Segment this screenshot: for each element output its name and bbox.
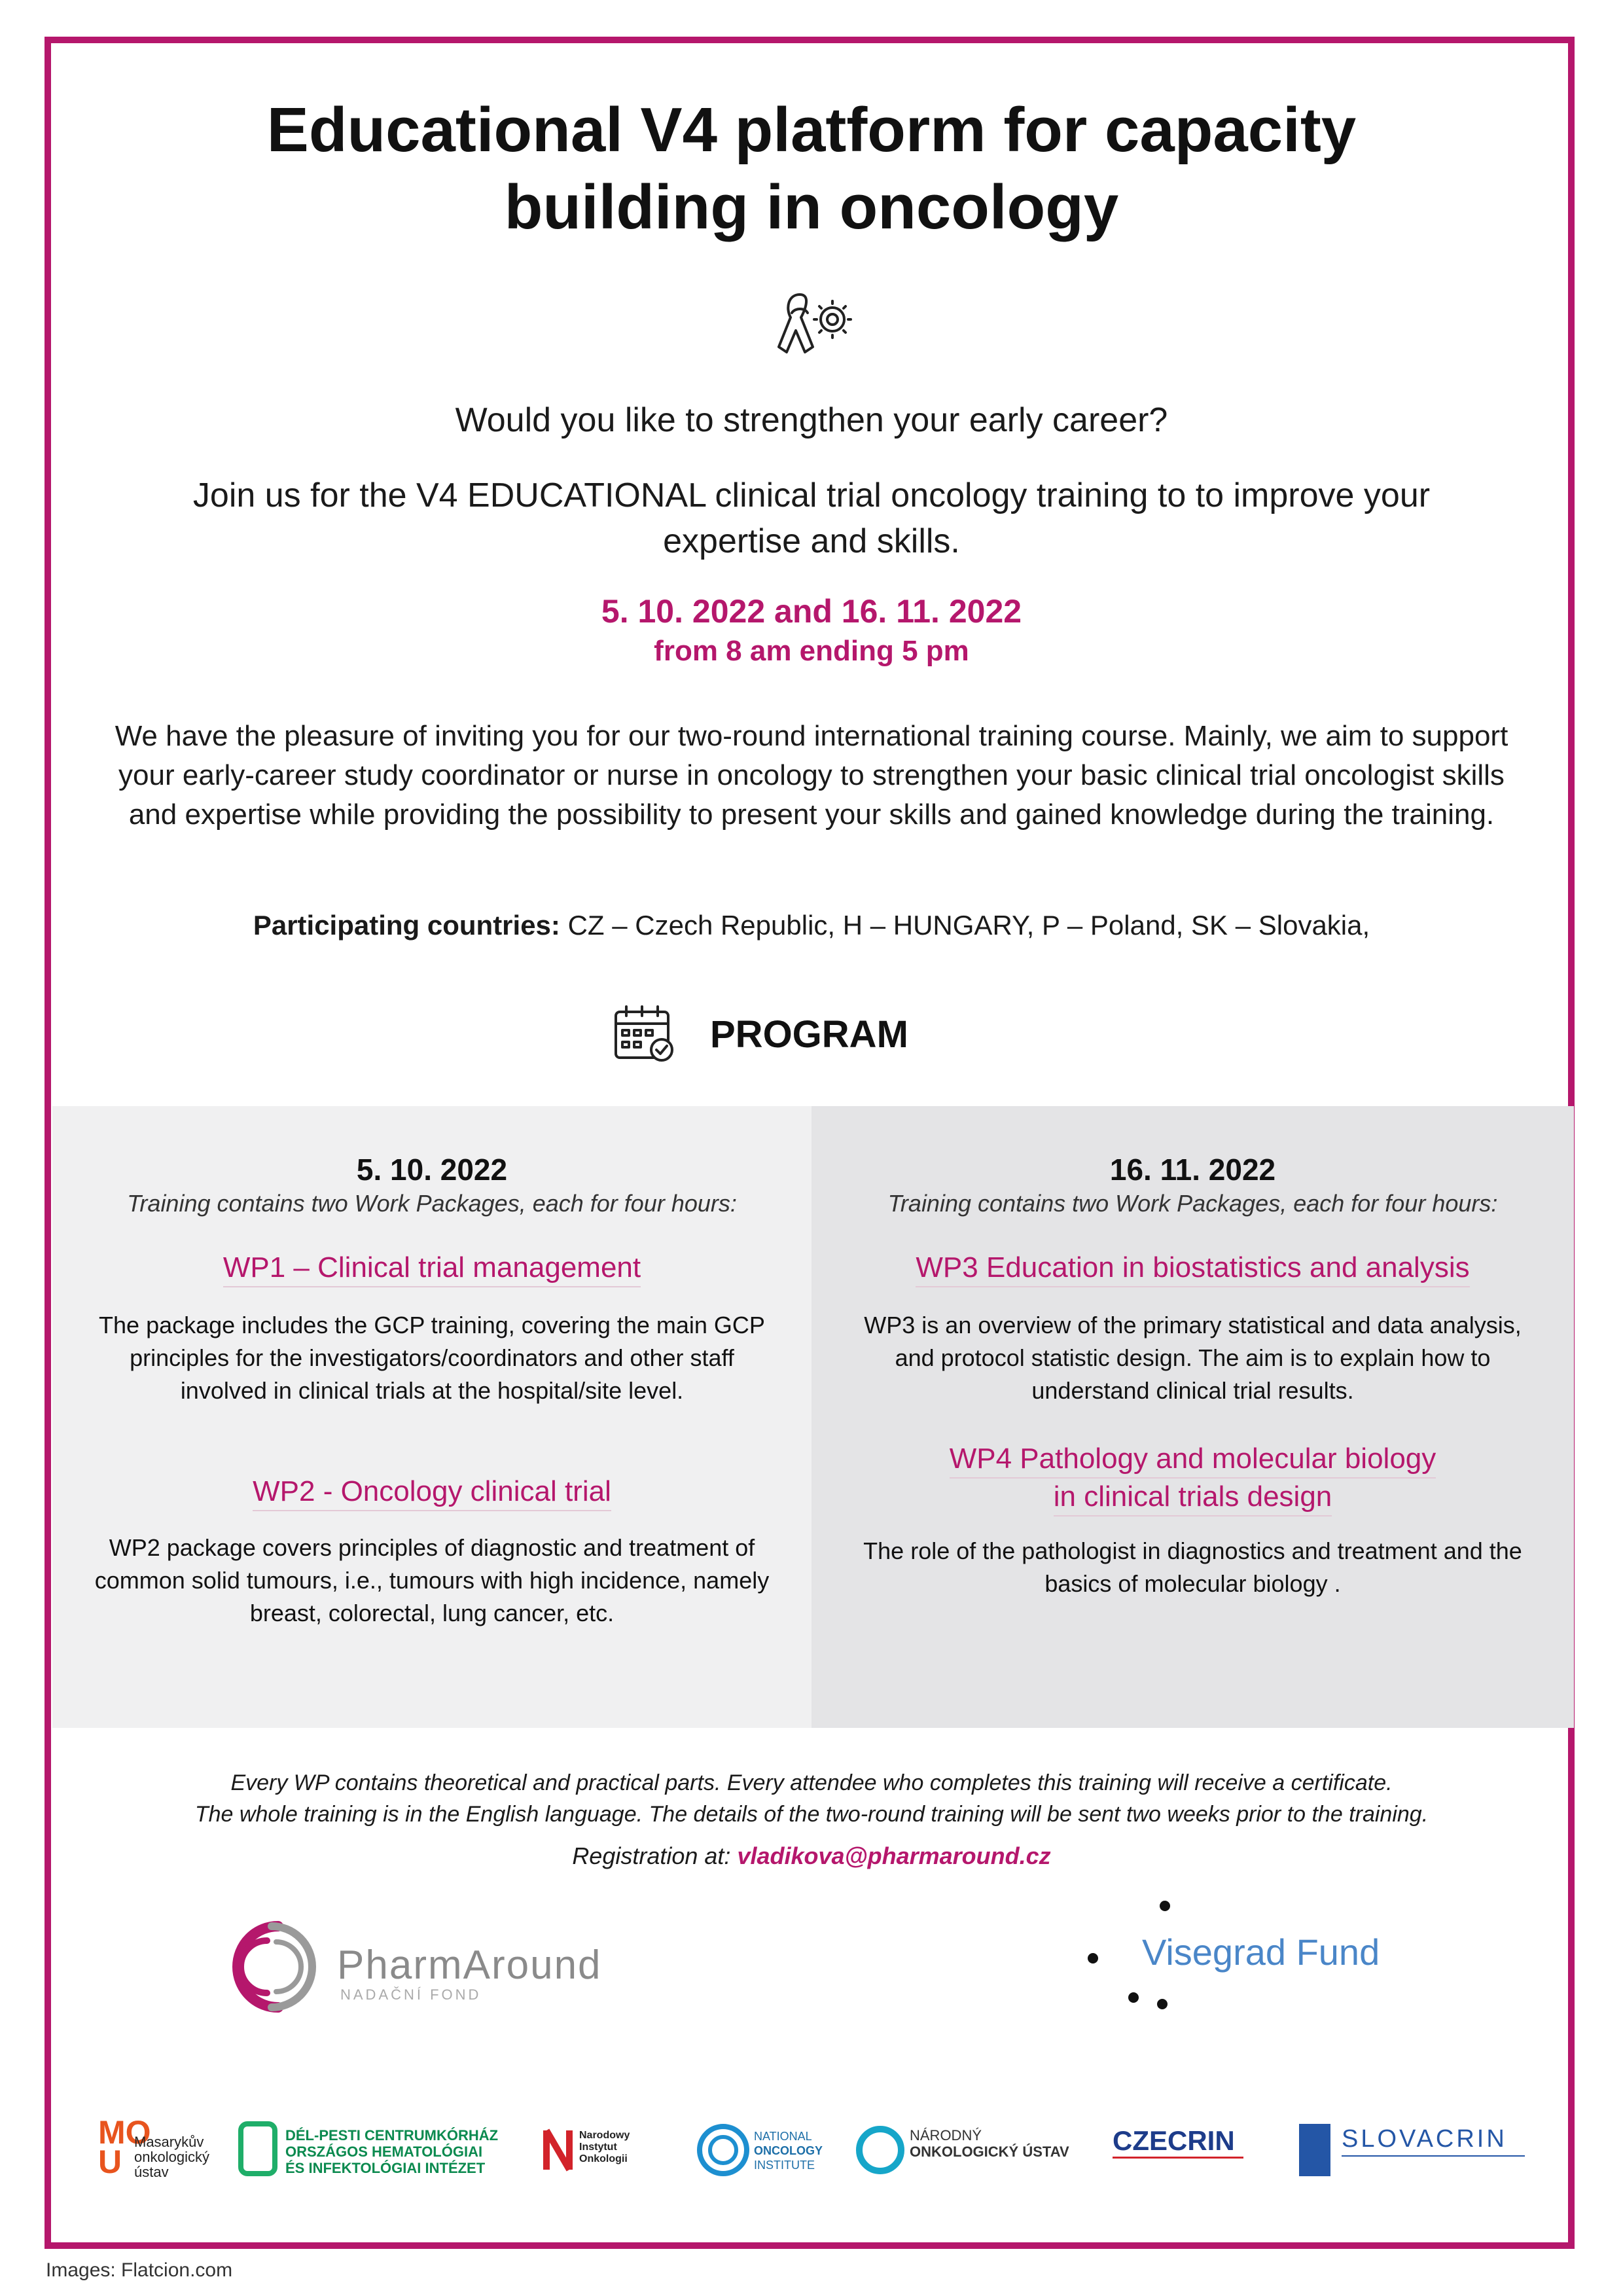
- invite-text: Join us for the V4 EDUCATIONAL clinical trial oncology training to to improve your expertise and skills.: [192, 476, 1431, 560]
- svg-text:onkologický: onkologický: [134, 2149, 209, 2165]
- wp2-description: WP2 package covers principles of diagnostic and treatment of common solid tumours, i.e., tumours with high incidence, namely breast, colorectal, lung cancer, etc.: [94, 1534, 770, 1626]
- partner-logo-czecrin: [1113, 2125, 1243, 2159]
- svg-text:DÉL-PESTI CENTRUMKÓRHÁZ: DÉL-PESTI CENTRUMKÓRHÁZ: [285, 2127, 499, 2144]
- title-line-1: Educational V4 platform for capacity: [266, 95, 1357, 165]
- svg-text:ÉS INFEKTOLÓGIAI INTÉZET: ÉS INFEKTOLÓGIAI INTÉZET: [285, 2160, 486, 2176]
- pharmaround-subtitle: NADAČNÍ FOND: [340, 1986, 482, 2003]
- svg-text:ONCOLOGY: ONCOLOGY: [754, 2144, 823, 2157]
- event-dates: 5. 10. 2022 and 16. 11. 2022: [601, 593, 1022, 630]
- question-text: Would you like to strengthen your early career?: [455, 401, 1168, 439]
- partner-logos: [0, 2111, 1623, 2189]
- svg-text:NATIONAL: NATIONAL: [754, 2130, 812, 2143]
- awareness-ribbon-icon: [759, 281, 864, 367]
- svg-text:ORSZÁGOS HEMATOLÓGIAI: ORSZÁGOS HEMATOLÓGIAI: [285, 2144, 483, 2160]
- svg-text:NÁRODNÝ: NÁRODNÝ: [910, 2127, 982, 2144]
- svg-text:Narodowy: Narodowy: [579, 2130, 630, 2141]
- partner-logo-mou: [98, 2114, 209, 2180]
- session-subtitle: Training contains two Work Packages, each for four hours:: [887, 1190, 1498, 1217]
- intro-paragraph: We have the pleasure of inviting you for our two-round international training course. Mainly, we aim to support your early-career study coordinator or nurse in oncology to strengthen your basic clinical trial oncologist skills and expertise while providing the possibility to present your skills and gained knowledge during the training.: [115, 720, 1508, 831]
- svg-text:ONKOLOGICKÝ ÚSTAV: ONKOLOGICKÝ ÚSTAV: [910, 2144, 1069, 2160]
- visegrad-fund-name: Visegrad Fund: [1142, 1931, 1380, 1973]
- svg-text:Masarykův: Masarykův: [134, 2134, 204, 2150]
- calendar-check-icon: [612, 1003, 677, 1066]
- footer-note: Every WP contains theoretical and practical parts. Every attendee who completes this training will receive a certificate. The whole training is in the English language. The details of the two-round training will be sent two weeks prior to the training.: [194, 1770, 1429, 1827]
- wp1-description: The package includes the GCP training, covering the main GCP principles for the investigators/coordinators and other staff involved in clinical trials at the hospital/site level.: [99, 1312, 765, 1404]
- wp2-title: WP2 - Oncology clinical trial: [52, 1473, 812, 1511]
- page-title: [0, 92, 1623, 246]
- partner-logo-slovacrin: [1299, 2124, 1525, 2176]
- session-date: 16. 11. 2022: [1109, 1153, 1276, 1187]
- event-hours: from 8 am ending 5 pm: [654, 635, 969, 667]
- svg-text:U: U: [98, 2144, 122, 2180]
- wp4-description: The role of the pathologist in diagnostics and treatment and the basics of molecular biology .: [863, 1537, 1522, 1597]
- wp1-title: WP1 – Clinical trial management: [52, 1249, 812, 1287]
- pharmaround-name: PharmAround: [337, 1943, 602, 1988]
- title-line-2: building in oncology: [504, 172, 1119, 242]
- registration-email-link[interactable]: vladikova@pharmaround.cz: [737, 1842, 1051, 1869]
- session-date: 5. 10. 2022: [356, 1153, 508, 1187]
- session-panel-1: [52, 1106, 812, 1728]
- countries-list: CZ – Czech Republic, H – HUNGARY, P – Poland, SK – Slovakia,: [560, 910, 1370, 941]
- program-heading: [612, 1001, 908, 1067]
- wp3-title: WP3 Education in biostatistics and analysis: [812, 1249, 1574, 1287]
- session-panel-2: [812, 1106, 1574, 1728]
- svg-text:ústav: ústav: [134, 2164, 169, 2180]
- svg-text:INSTITUTE: INSTITUTE: [754, 2159, 815, 2172]
- participating-countries: [0, 910, 1623, 941]
- partner-logo-nou: [859, 2127, 1069, 2171]
- session-subtitle: Training contains two Work Packages, each for four hours:: [127, 1190, 737, 1217]
- partner-logo-noi: [700, 2126, 823, 2174]
- partner-logo-del-pesti: [241, 2124, 498, 2176]
- countries-label: Participating countries:: [253, 910, 560, 941]
- visegrad-fund-logo: [1073, 1892, 1440, 2016]
- svg-text:Onkologii: Onkologii: [579, 2153, 628, 2164]
- program-title: PROGRAM: [710, 1013, 908, 1056]
- svg-text:MO: MO: [98, 2114, 151, 2151]
- svg-text:CZECRIN: CZECRIN: [1113, 2125, 1235, 2156]
- registration-line: Registration at: vladikova@pharmaround.cz: [572, 1842, 1051, 1869]
- wp3-description: WP3 is an overview of the primary statistical and data analysis, and protocol statistic design. The aim is to explain how to understand clinical trial results.: [864, 1312, 1522, 1404]
- svg-text:Instytut: Instytut: [579, 2142, 617, 2153]
- wp4-title: WP4 Pathology and molecular biology in clinical trials design: [812, 1440, 1574, 1516]
- partner-logo-nio: [546, 2130, 630, 2170]
- image-credit: Images: Flatcion.com: [46, 2259, 233, 2281]
- svg-text:SLOVACRIN: SLOVACRIN: [1342, 2125, 1507, 2153]
- pharmaround-logo: [216, 1914, 622, 2019]
